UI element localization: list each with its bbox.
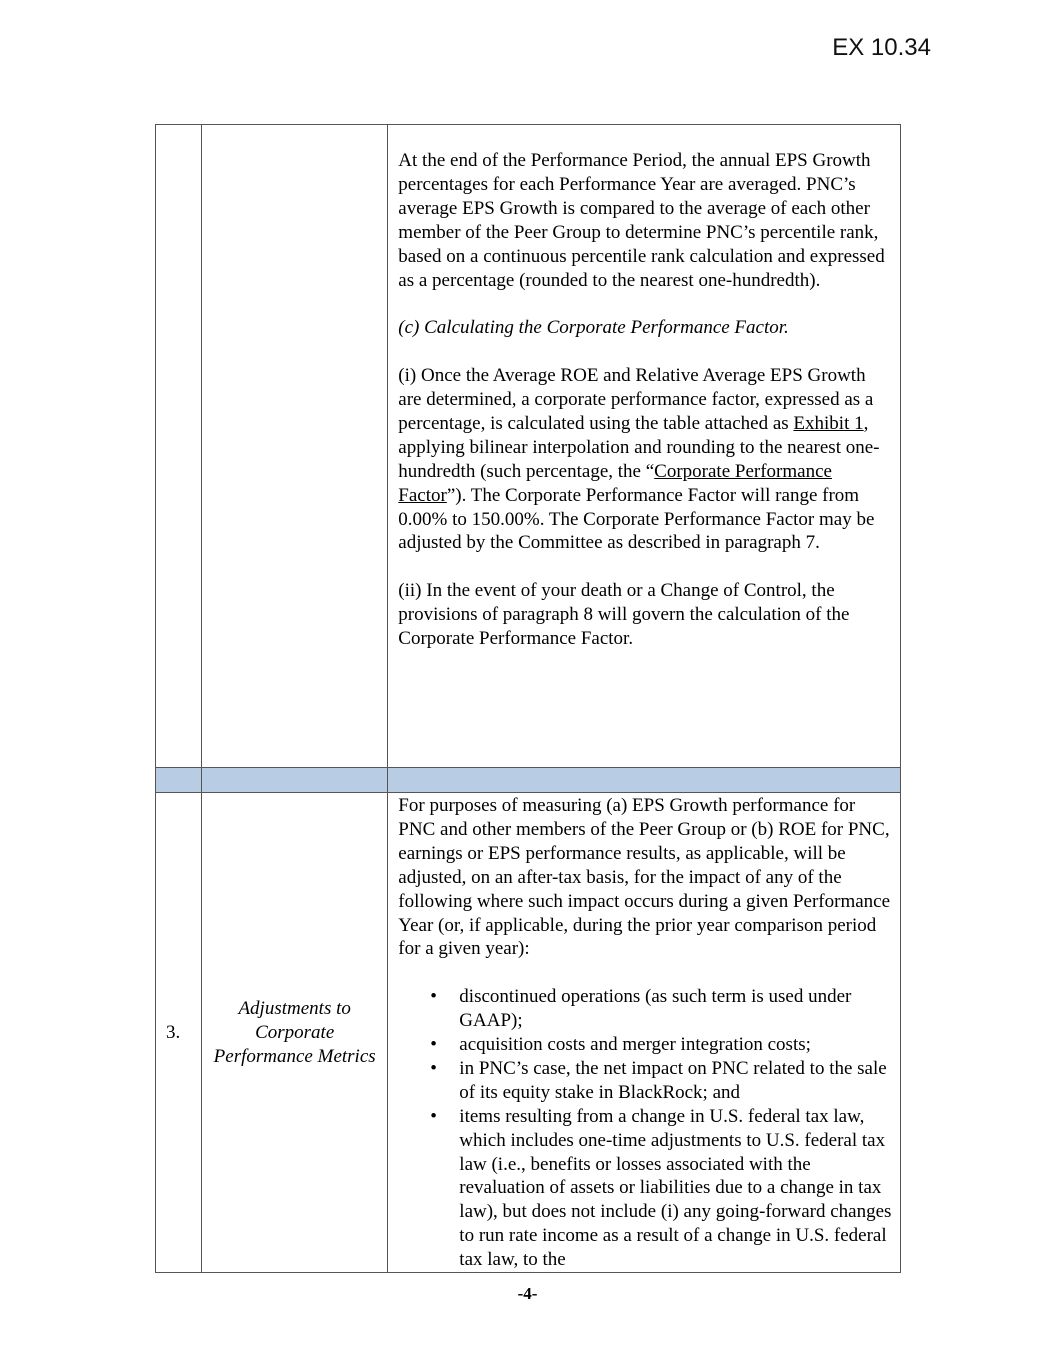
- list-item: [430, 985, 892, 1033]
- list-item: [430, 1105, 892, 1272]
- bullet-icon: •: [430, 1057, 437, 1079]
- cpf-text-b: , applying bilinear interpolation and rounding to the nearest one-hundredth (such percentage, the “: [398, 412, 880, 482]
- cpf-text-a: (i) Once the Average ROE and Relative Average EPS Growth are determined, a corporate performance factor, expressed as a percentage, is calculated using the table attached as: [398, 365, 874, 434]
- list-item-text: items resulting from a change in U.S. federal tax law, which includes one-time adjustments to U.S. federal tax law (i.e., benefits or losses associated with the revaluation of assets or liabilities due to a change in tax law), but does not include (i) any going-forward changes to run rate income as a result of a change in U.S. federal tax law, to the: [459, 1105, 892, 1271]
- list-item-text: acquisition costs and merger integration costs;: [459, 1034, 811, 1056]
- cpf-text-c: ”). The Corporate Performance Factor will range from 0.00% to 150.00%. The Corporate Performance Factor may be adjusted by the Committee as described in paragraph 7.: [398, 484, 875, 554]
- table-row-section-2-continued: [156, 125, 901, 768]
- adjustments-intro-paragraph: For purposes of measuring (a) EPS Growth performance for PNC and other members of the Peer Group or (b) ROE for PNC, earnings or EPS performance results, as applicable, will be adjusted, on an after-tax basis, for the impact of any of the following where such impact occurs during a given Performance Year (or, if applicable, during the prior year comparison period for a given year):: [398, 795, 891, 960]
- section-body-cell: [388, 793, 901, 1273]
- spacer-cell: [156, 768, 202, 793]
- section-title: Adjustments to Corporate Performance Metrics: [202, 793, 388, 1273]
- list-item-text: in PNC’s case, the net impact on PNC related to the sale of its equity stake in BlackRock; and: [459, 1057, 887, 1103]
- list-item: [430, 1033, 892, 1057]
- bullet-icon: •: [430, 1105, 437, 1127]
- adjustments-list: [398, 985, 892, 1272]
- spacer-cell: [388, 768, 901, 793]
- bullet-icon: •: [430, 986, 437, 1008]
- eps-growth-paragraph: At the end of the Performance Period, the annual EPS Growth percentages for each Performance Year are averaged. PNC’s average EPS Growth is compared to the average of each other member of the Peer Group to determine PNC’s percentile rank, based on a continuous percentile rank calculation and expressed as a percentage (rounded to the nearest one-hundredth).: [398, 150, 885, 291]
- exhibit-1-reference: Exhibit 1: [793, 412, 864, 434]
- page-number: -4-: [517, 1284, 538, 1303]
- corporate-performance-factor-paragraph: [398, 364, 892, 555]
- change-of-control-paragraph: (ii) In the event of your death or a Change of Control, the provisions of paragraph 8 will govern the calculation of the Corporate Performance Factor.: [398, 580, 850, 650]
- exhibit-label: EX 10.34: [832, 34, 931, 61]
- section-number-cell: [156, 125, 202, 768]
- section-number: 3.: [156, 793, 202, 1273]
- terms-table: [155, 124, 901, 1273]
- corporate-performance-factor-heading: (c) Calculating the Corporate Performance Factor.: [398, 317, 789, 339]
- defined-term-cpf: Corporate Performance Factor: [398, 460, 832, 506]
- table-row-spacer: [156, 768, 901, 793]
- list-item-text: discontinued operations (as such term is used under GAAP);: [459, 986, 852, 1032]
- spacer-cell: [202, 768, 388, 793]
- table-row-section-3: [156, 793, 901, 1273]
- section-title-cell: [202, 125, 388, 768]
- bullet-icon: •: [430, 1034, 437, 1056]
- list-item: [430, 1057, 892, 1105]
- section-body-cell: [388, 125, 901, 768]
